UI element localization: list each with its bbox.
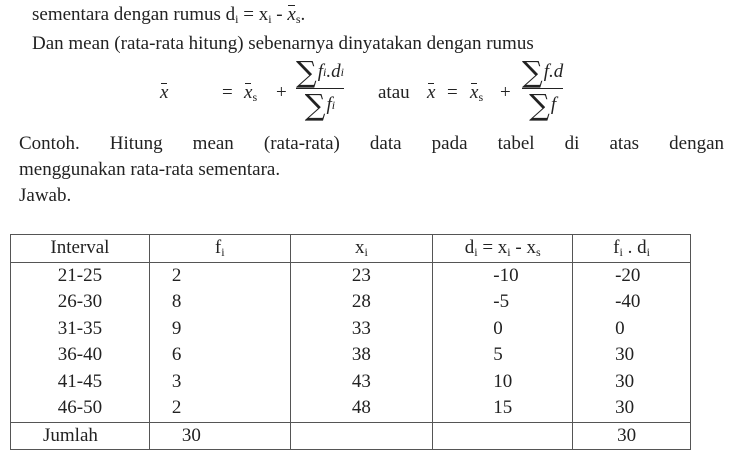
- mean-formula: x = $x_s$ + ∑ f i .d i ∑ f i atau x = $x_s$ + ∑ f.d ∑ f: [160, 55, 564, 122]
- cell-frequency: 9: [149, 316, 290, 343]
- cell-frequency: 8: [149, 289, 290, 316]
- table-row: [11, 262, 691, 289]
- cell-frequency: 2: [149, 262, 290, 289]
- frequency-table: [10, 234, 691, 450]
- cell-product: 30: [573, 342, 691, 369]
- cell-deviation: 0: [433, 316, 573, 343]
- table-row: [11, 316, 691, 343]
- cell-frequency: 2: [149, 395, 290, 422]
- formula-assumed-mean-2: $x_s$: [470, 82, 484, 104]
- footer-label: Jumlah: [11, 422, 150, 450]
- cell-product: 0: [573, 316, 691, 343]
- sigma-icon: ∑: [304, 88, 326, 122]
- table-row: [11, 342, 691, 369]
- table-footer-row: [11, 422, 691, 450]
- cell-product: -40: [573, 289, 691, 316]
- cell-deviation: 10: [433, 369, 573, 396]
- cell-deviation: -5: [433, 289, 573, 316]
- answer-label: Jawab.: [19, 185, 72, 206]
- table-row: [11, 395, 691, 422]
- footer-product-total: 30: [573, 422, 691, 450]
- cell-midpoint: 23: [290, 262, 433, 289]
- formula-assumed-mean: $x_s$: [244, 82, 258, 104]
- cell-product: 30: [573, 369, 691, 396]
- example-line: Contoh. Hitung mean (rata-rata) data pada tabel di atas dengan: [19, 133, 724, 154]
- cell-interval: 41-45: [11, 369, 150, 396]
- cell-product: -20: [573, 262, 691, 289]
- fraction-2-denominator: ∑ f: [529, 88, 557, 122]
- sigma-icon: ∑: [522, 55, 543, 89]
- cell-midpoint: 28: [290, 289, 433, 316]
- fraction-1-denominator: ∑ f i: [304, 88, 336, 122]
- mean-intro-line: Dan mean (rata-rata hitung) sebenarnya dinyatakan dengan rumus: [32, 33, 534, 54]
- cell-frequency: 3: [149, 369, 290, 396]
- footer-empty-cell: [433, 422, 573, 450]
- sigma-icon: ∑: [296, 55, 317, 89]
- footer-empty-cell: [290, 422, 433, 450]
- cell-midpoint: 43: [290, 369, 433, 396]
- cell-deviation: -10: [433, 262, 573, 289]
- cell-interval: 31-35: [11, 316, 150, 343]
- table-row: [11, 369, 691, 396]
- cell-midpoint: 33: [290, 316, 433, 343]
- formula-fraction-1: [296, 56, 344, 121]
- cell-midpoint: 48: [290, 395, 433, 422]
- table-header-row: [11, 235, 691, 263]
- cell-deviation: 15: [433, 395, 573, 422]
- fraction-2-numerator: ∑ f.d: [522, 55, 564, 89]
- x-bar-symbol: x: [287, 4, 296, 25]
- header-midpoint: $x_i$: [290, 235, 433, 263]
- example-continuation: menggunakan rata-rata sementara.: [19, 159, 281, 180]
- sigma-icon: ∑: [529, 88, 550, 122]
- cell-product: 30: [573, 395, 691, 422]
- table-row: [11, 289, 691, 316]
- cell-interval: 26-30: [11, 289, 150, 316]
- cell-frequency: 6: [149, 342, 290, 369]
- cell-interval: 21-25: [11, 262, 150, 289]
- formula-mean-symbol-2: x: [427, 82, 436, 103]
- formula-atau: atau: [378, 82, 410, 103]
- cell-midpoint: 38: [290, 342, 433, 369]
- header-product: $f_i$ . $d_i$: [573, 235, 691, 263]
- header-interval: Interval: [11, 235, 150, 263]
- formula-fraction-2: [522, 56, 563, 121]
- cell-interval: 46-50: [11, 395, 150, 422]
- definition-line: sementara dengan rumus $d_i = x_i - x_s$.: [32, 4, 306, 26]
- footer-frequency-total: 30: [149, 422, 290, 450]
- cell-interval: 36-40: [11, 342, 150, 369]
- cell-deviation: 5: [433, 342, 573, 369]
- fraction-1-numerator: ∑ f i .d i: [296, 55, 344, 89]
- formula-equals: =: [222, 82, 233, 103]
- formula-mean-symbol: x: [160, 82, 169, 103]
- header-deviation: $d_i = x_i - x_s$: [433, 235, 573, 263]
- header-frequency: $f_i$: [149, 235, 290, 263]
